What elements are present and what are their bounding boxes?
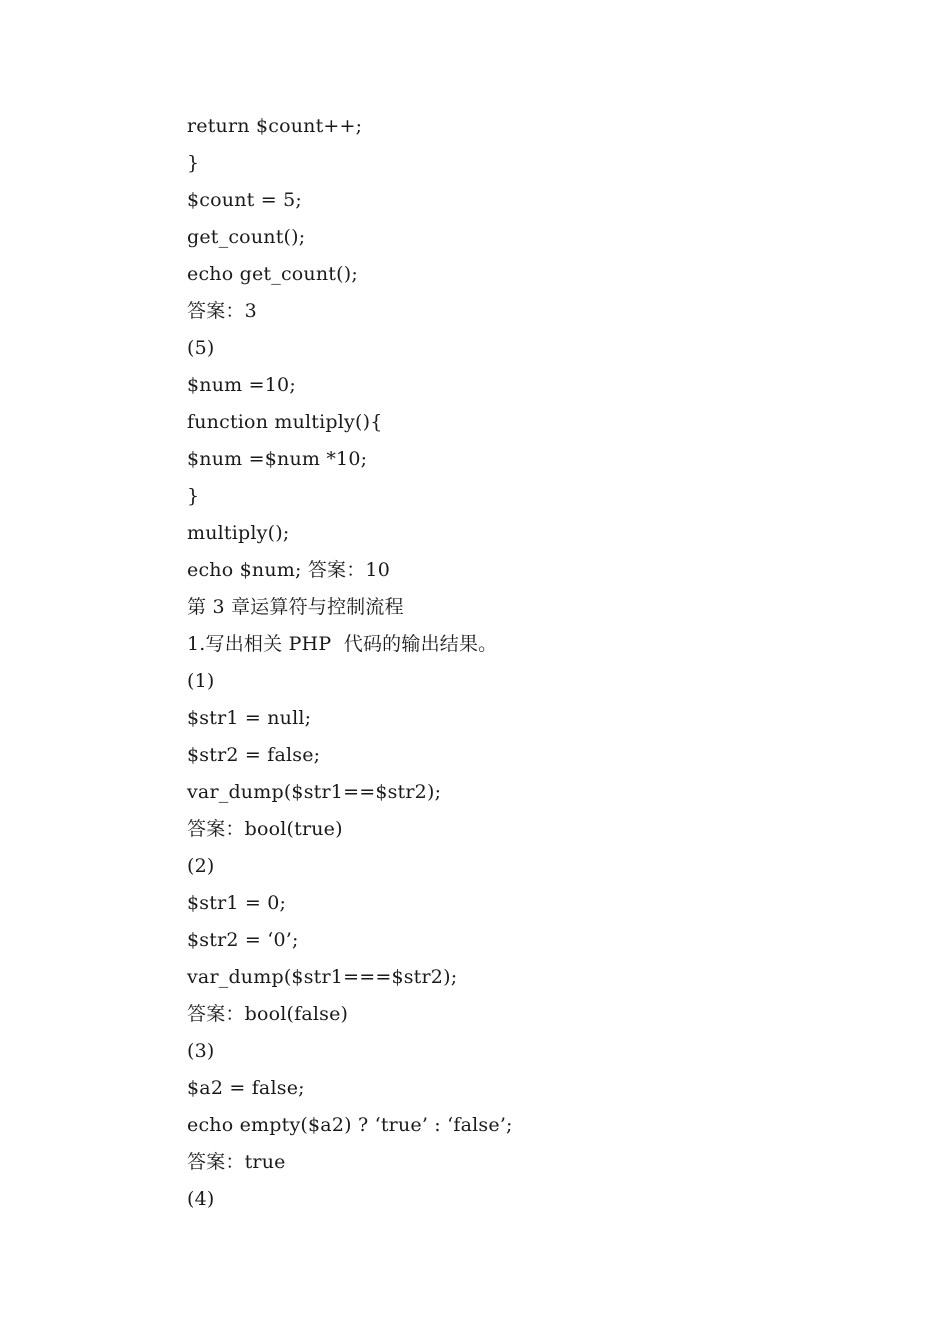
code-line-assign-str1-null: $str1 = null;	[187, 707, 312, 729]
answer-line: 答案：true	[187, 1151, 286, 1173]
answer-line: 答案：3	[187, 300, 257, 322]
answer-line: 答案：bool(false)	[187, 1003, 349, 1025]
code-line-assign-str2-string-zero: $str2 = ‘0’;	[187, 929, 299, 951]
document-body	[187, 108, 887, 1218]
chapter-heading: 第 3 章运算符与控制流程	[187, 596, 404, 618]
code-line-return-count: return $count++;	[187, 115, 363, 137]
code-line-assign-num: $num =10;	[187, 374, 296, 396]
code-line-var-dump-identical: var_dump($str1===$str2);	[187, 966, 458, 988]
code-line-close-brace: }	[187, 152, 200, 174]
code-line-assign-str2-false: $str2 = false;	[187, 744, 321, 766]
code-line-var-dump-equal: var_dump($str1==$str2);	[187, 781, 442, 803]
question-number: (2)	[187, 855, 215, 877]
code-line-echo-empty-ternary: echo empty($a2) ? ‘true’ : ‘false’;	[187, 1114, 513, 1136]
code-line-assign-a2: $a2 = false;	[187, 1077, 305, 1099]
code-line-close-brace: }	[187, 485, 200, 507]
answer-line: 答案：bool(true)	[187, 818, 343, 840]
question-number: (5)	[187, 337, 215, 359]
question-number: (3)	[187, 1040, 215, 1062]
code-line-call-get-count: get_count();	[187, 226, 306, 248]
code-line-assign-count: $count = 5;	[187, 189, 302, 211]
question-number: (1)	[187, 670, 215, 692]
code-line-echo-num-answer: echo $num; 答案：10	[187, 559, 390, 581]
code-line-assign-str1-zero: $str1 = 0;	[187, 892, 287, 914]
code-line-echo-get-count: echo get_count();	[187, 263, 358, 285]
exercise-instruction: 1.写出相关 PHP 代码的输出结果。	[187, 633, 498, 655]
code-line-function-multiply: function multiply(){	[187, 411, 383, 433]
code-line-multiply-num: $num =$num *10;	[187, 448, 368, 470]
code-line-call-multiply: multiply();	[187, 522, 290, 544]
question-number: (4)	[187, 1188, 215, 1210]
